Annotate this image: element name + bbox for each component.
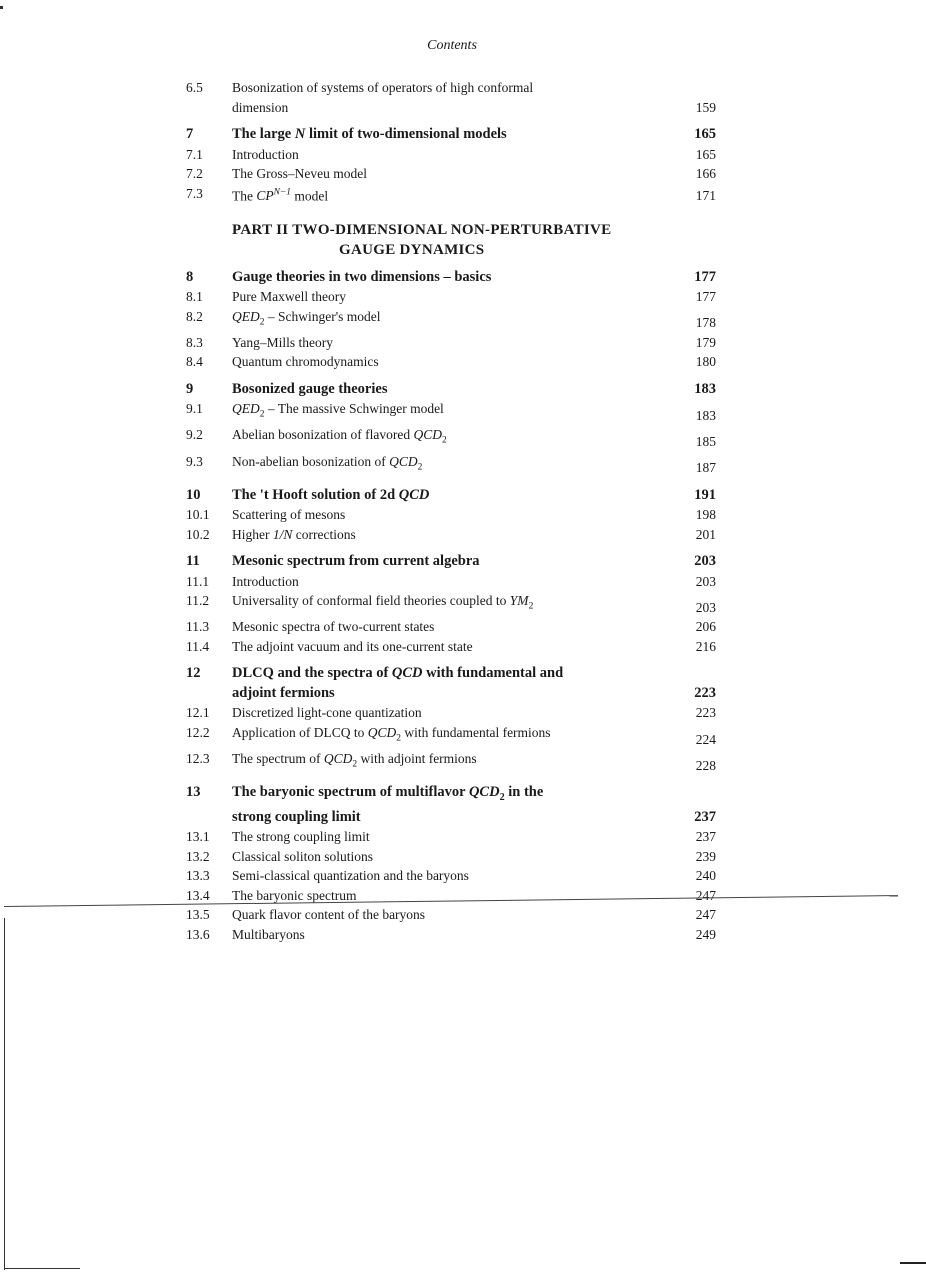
entry-number: 10.1 (186, 507, 210, 523)
entry-title: Universality of conformal field theories coupled to $YM_2$ (232, 593, 534, 612)
entry-title: Introduction (232, 146, 299, 162)
entry-page-number: 198 (695, 507, 716, 523)
entry-title: Scattering of mesons (232, 507, 346, 523)
entry-page-number: 247 (695, 887, 716, 903)
toc-section-row (186, 703, 716, 723)
entry-title: $QED_2$ – Schwinger's model (232, 308, 381, 328)
entry-title: The 't Hooft solution of 2d QCD (232, 486, 430, 503)
entry-title: Quark flavor content of the baryons (232, 907, 426, 923)
entry-number: 11.3 (186, 619, 210, 635)
entry-title: The Gross–Neveu model (232, 166, 367, 181)
toc-chapter-row (186, 380, 716, 400)
entry-title: Application of DLCQ to $QCD_2$ with fundamental fermions (232, 724, 551, 744)
entry-title: $QED_2$ – The massive Schwinger model (232, 401, 444, 420)
toc-section-row (186, 184, 716, 206)
entry-number: 13.1 (186, 829, 210, 845)
toc-section-row (186, 352, 716, 372)
toc-section-row (186, 572, 716, 592)
entry-page-number: 185 (695, 434, 716, 450)
entry-title: DLCQ and the spectra of QCD with fundamental and adjoint fermions (232, 665, 564, 701)
entry-number: 8.2 (186, 308, 203, 324)
entry-number: 13.2 (186, 848, 210, 864)
entry-page-number: 177 (695, 289, 716, 304)
toc-section-row (186, 399, 716, 425)
entry-number: 13.3 (186, 868, 210, 884)
entry-page-number: 187 (695, 460, 716, 476)
entry-page-number: 203 (695, 573, 716, 589)
toc-section-row (186, 847, 716, 867)
entry-page-number: 171 (695, 188, 716, 203)
entry-page-number: 203 (694, 553, 716, 570)
entry-title: Pure Maxwell theory (232, 289, 346, 304)
entry-number: 8 (186, 268, 194, 285)
entry-number: 8.1 (186, 289, 203, 304)
scan-mark (900, 1262, 926, 1264)
entry-page-number: 223 (695, 705, 716, 721)
toc-section-row (186, 307, 716, 333)
toc-chapter-row (186, 268, 716, 288)
entry-page-number: 165 (695, 146, 716, 162)
entry-title: The adjoint vacuum and its one-current state (232, 638, 473, 654)
entry-number: 7.3 (186, 185, 203, 201)
entry-number: 12.1 (186, 705, 210, 721)
entry-title: Bosonized gauge theories (232, 380, 388, 397)
entry-number: 13.6 (186, 926, 210, 942)
entry-page-number: 166 (695, 166, 716, 181)
part-heading (186, 220, 716, 260)
entry-page-number: 247 (695, 907, 716, 923)
toc-chapter-row (186, 486, 716, 506)
toc-section-row (186, 866, 716, 886)
entry-number: 8.4 (186, 354, 203, 370)
entry-number: 9.2 (186, 427, 203, 443)
entry-page-number: 201 (695, 526, 716, 542)
toc-section-row (186, 505, 716, 525)
entry-page-number: 165 (694, 126, 716, 142)
entry-page-number: 179 (695, 334, 716, 350)
entry-number: 12.3 (186, 751, 210, 767)
entry-number: 11.2 (186, 593, 210, 609)
toc-section-row (186, 452, 716, 478)
entry-number: 9.1 (186, 401, 203, 417)
toc-chapter-row (186, 125, 716, 145)
entry-title: Semi-classical quantization and the baryons (232, 868, 469, 884)
entry-number: 7.1 (186, 146, 203, 162)
entry-number: 9 (186, 380, 194, 397)
entry-number: 13.4 (186, 887, 210, 903)
part-heading-line: GAUGE DYNAMICS (339, 241, 485, 258)
entry-title: Yang–Mills theory (232, 334, 334, 350)
table-of-contents (186, 78, 716, 944)
entry-number: 9.3 (186, 453, 203, 469)
entry-page-number: 191 (694, 486, 716, 503)
entry-page-number: 159 (695, 99, 716, 115)
entry-title: The strong coupling limit (232, 829, 370, 845)
toc-section-row (186, 827, 716, 847)
entry-title: Multibaryons (232, 926, 305, 942)
entry-title: Bosonization of systems of operators of high conformal dimension (232, 80, 534, 115)
toc-section-row (186, 78, 716, 117)
entry-title: The large N limit of two-dimensional models (232, 126, 507, 142)
entry-page-number: 183 (695, 407, 716, 423)
entry-page-number: 178 (695, 315, 716, 331)
scan-edge-left (4, 918, 5, 1270)
entry-number: 13 (186, 784, 201, 801)
entry-page-number: 177 (694, 268, 716, 285)
entry-title: Classical soliton solutions (232, 848, 374, 864)
toc-section-row (186, 145, 716, 165)
entry-number: 7 (186, 126, 194, 142)
toc-chapter-row (186, 783, 716, 827)
toc-section-row (186, 905, 716, 925)
entry-page-number: 228 (695, 757, 716, 773)
entry-page-number: 239 (695, 848, 716, 864)
entry-title: Gauge theories in two dimensions – basics (232, 268, 492, 285)
toc-section-row (186, 591, 716, 617)
entry-number: 7.2 (186, 166, 203, 181)
entry-page-number: 206 (695, 619, 716, 635)
entry-page-number: 183 (694, 380, 716, 397)
toc-section-row (186, 164, 716, 184)
entry-number: 11.1 (186, 573, 210, 589)
entry-page-number: 223 (694, 684, 716, 701)
entry-title: Mesonic spectra of two-current states (232, 619, 435, 635)
entry-number: 10 (186, 486, 201, 503)
entry-title: Discretized light-cone quantization (232, 705, 422, 721)
entry-number: 11.4 (186, 638, 210, 654)
entry-number: 8.3 (186, 334, 203, 350)
entry-title: The baryonic spectrum of multiflavor $QCD_2$ in the strong coupling limit (232, 784, 544, 825)
toc-section-row (186, 723, 716, 749)
entry-page-number: 216 (695, 638, 716, 654)
entry-page-number: 180 (695, 354, 716, 370)
toc-chapter-row (186, 552, 716, 572)
toc-chapter-row (186, 664, 716, 703)
toc-section-row (186, 749, 716, 775)
entry-page-number: 240 (695, 868, 716, 884)
entry-title: Abelian bosonization of flavored $QCD_2$ (232, 427, 447, 447)
entry-number: 11 (186, 553, 200, 570)
entry-title: The $CP^{N-1}$ model (232, 187, 329, 203)
entry-number: 12 (186, 665, 201, 682)
entry-number: 6.5 (186, 80, 203, 95)
scan-speck (0, 6, 3, 9)
entry-page-number: 203 (695, 599, 716, 615)
toc-section-row (186, 617, 716, 637)
toc-section-row (186, 925, 716, 945)
toc-section-row (186, 287, 716, 307)
entry-title: Non-abelian bosonization of $QCD_2$ (232, 453, 423, 473)
toc-section-row (186, 425, 716, 451)
scan-edge-bottom (4, 1268, 80, 1269)
entry-title: The baryonic spectrum (232, 887, 357, 903)
entry-page-number: 249 (695, 926, 716, 942)
entry-title: Quantum chromodynamics (232, 354, 379, 370)
entry-number: 10.2 (186, 526, 210, 542)
toc-section-row (186, 525, 716, 545)
entry-title: The spectrum of $QCD_2$ with adjoint fermions (232, 751, 477, 770)
entry-page-number: 237 (695, 829, 716, 845)
toc-section-row (186, 333, 716, 353)
toc-section-row (186, 637, 716, 657)
entry-title: Introduction (232, 573, 299, 589)
entry-title: Higher 1/N corrections (232, 526, 356, 542)
entry-number: 13.5 (186, 907, 210, 923)
entry-page-number: 224 (695, 731, 716, 747)
running-head: Contents (427, 38, 477, 53)
entry-number: 12.2 (186, 724, 210, 740)
entry-page-number: 237 (694, 808, 716, 825)
entry-title: Mesonic spectrum from current algebra (232, 553, 480, 570)
part-heading-line: PART II TWO-DIMENSIONAL NON-PERTURBATIVE (232, 221, 612, 238)
